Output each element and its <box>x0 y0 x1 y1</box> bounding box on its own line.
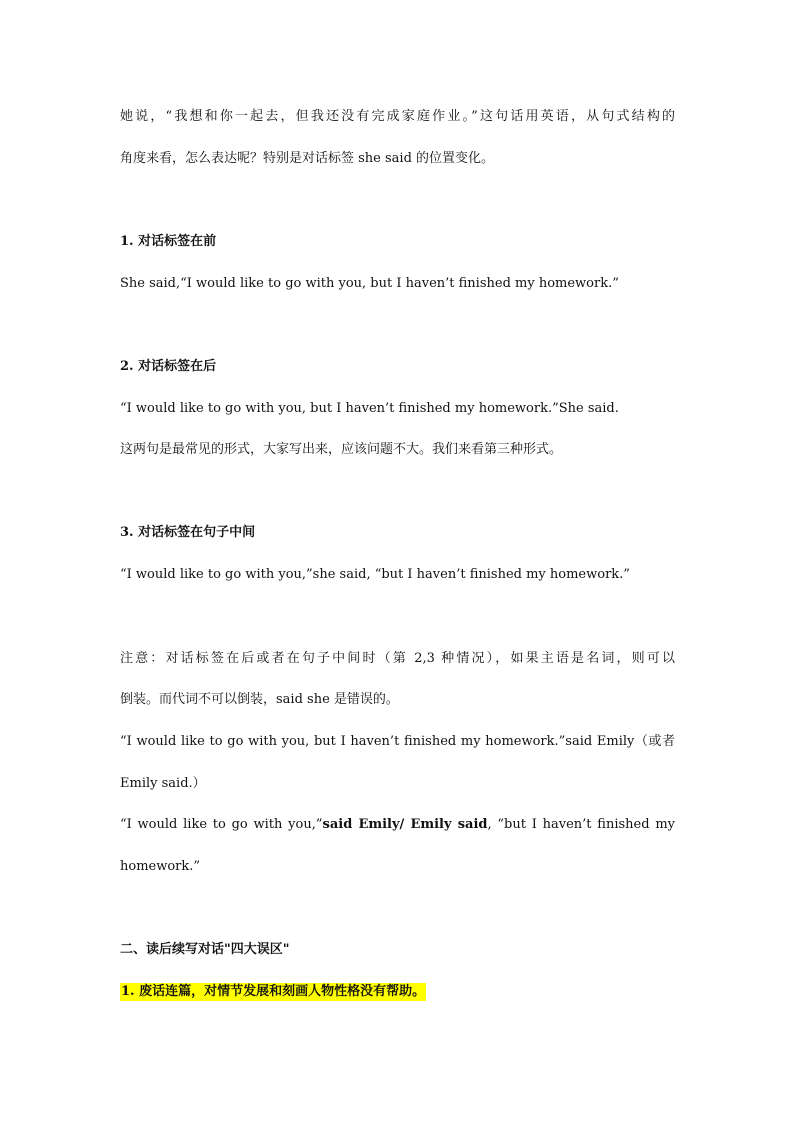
section-3-heading: 3. 对话标签在句子中间 <box>120 525 256 540</box>
section-2-comment: 这两句是最常见的形式，大家写出来，应该问题不大。我们来看第三种形式。 <box>120 442 563 457</box>
note-example-1-line-2: Emily said.） <box>120 776 206 791</box>
note-example-1-line-1: “I would like to go with you, but I haven’t finished my homework.”said Emily（或者 <box>120 734 675 749</box>
note-example-2-quote: “I would like to go with you,” <box>120 817 323 832</box>
section-3-example: “I would like to go with you,”she said, “but I haven’t finished my homework.” <box>120 567 630 582</box>
note-example-2-tag: said Emily/ Emily said <box>322 817 488 832</box>
intro-paragraph-line-2: 角度来看，怎么表达呢？特别是对话标签 she said 的位置变化。 <box>120 151 495 166</box>
intro-paragraph-line-1: 她说，“我想和你一起去，但我还没有完成家庭作业。”这句话用英语，从句式结构的 <box>120 109 675 124</box>
note-example-2-line-1 <box>120 816 675 834</box>
section-2-heading: 2. 对话标签在后 <box>120 359 217 374</box>
section-1-heading: 1. 对话标签在前 <box>120 234 217 249</box>
part-2-item-1 <box>120 983 675 1001</box>
note-line-1: 注意：对话标签在后或者在句子中间时（第 2,3 种情况），如果主语是名词，则可以 <box>120 651 675 666</box>
note-line-2: 倒装。而代词不可以倒装，said she 是错误的。 <box>120 692 399 707</box>
section-2-example: “I would like to go with you, but I haven’t finished my homework.”She said. <box>120 401 619 416</box>
note-example-2-line-2: homework.” <box>120 859 201 874</box>
section-1-example: She said,“I would like to go with you, but I haven’t finished my homework.” <box>120 276 619 291</box>
part-2-item-1-highlight: 1. 废话连篇，对情节发展和刻画人物性格没有帮助。 <box>121 984 426 999</box>
note-example-2-rest: , “but I haven’t finished my <box>487 817 675 832</box>
part-2-heading: 二、读后续写对话"四大误区" <box>120 942 290 957</box>
